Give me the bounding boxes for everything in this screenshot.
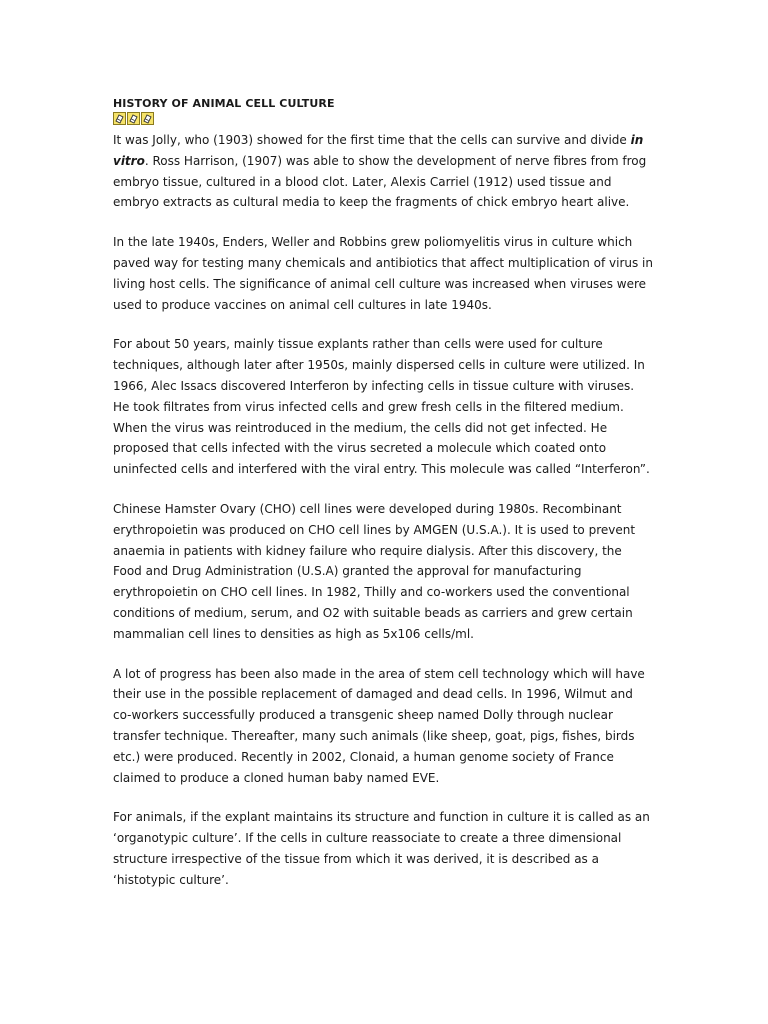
emphasis-text: in vitro bbox=[113, 133, 644, 168]
book-icon[interactable] bbox=[113, 112, 126, 125]
paragraph: Chinese Hamster Ovary (CHO) cell lines were developed during 1980s. Recombinant erythropoietin was produced on CHO cell lines by AMGEN (U.S.A.). It is used to prevent anaemia in patients with kidney failure who require dialysis. After this discovery, the Food and Drug Administration (U.S.A) granted the approval for manufacturing erythropoietin on CHO cell lines. In 1982, Thilly and co-workers used the conventional conditions of medium, serum, and O2 with suitable beads as carriers and grew certain mammalian cell lines to densities as high as 5x106 cells/ml. bbox=[113, 501, 636, 641]
paragraph bbox=[113, 130, 653, 213]
document-title: HISTORY OF ANIMAL CELL CULTURE bbox=[113, 97, 335, 110]
document-content bbox=[113, 96, 653, 891]
paragraph-text: . Ross Harrison, (1907) was able to show the development of nerve fibres from frog embryo tissue, cultured in a blood clot. Later, Alexis Carriel (1912) used tissue and embryo extracts as cultural media to keep the fragments of chick embryo heart alive. bbox=[113, 153, 647, 210]
paragraph-text: It was Jolly, who (1903) showed for the first time that the cells can survive and divide bbox=[113, 133, 631, 147]
book-icon[interactable] bbox=[127, 112, 140, 125]
icon-strip bbox=[113, 112, 653, 128]
paragraph: A lot of progress has been also made in the area of stem cell technology which will have their use in the possible replacement of damaged and dead cells. In 1996, Wilmut and co-workers successfully produced a transgenic sheep named Dolly through nuclear transfer technique. Thereafter, many such animals (like sheep, goat, pigs, fishes, birds etc.) were produced. Recently in 2002, Clonaid, a human genome society of France claimed to produce a cloned human baby named EVE. bbox=[113, 666, 645, 785]
paragraph: For animals, if the explant maintains its structure and function in culture it is called as an ‘organotypic culture’. If the cells in culture reassociate to create a three dimensional structure irrespective of the tissue from which it was derived, it is described as a ‘histotypic culture’. bbox=[113, 810, 650, 887]
paragraph: In the late 1940s, Enders, Weller and Robbins grew poliomyelitis virus in culture which paved way for testing many chemicals and antibiotics that affect multiplication of virus in living host cells. The significance of animal cell culture was increased when viruses were used to produce vaccines on animal cell cultures in late 1940s. bbox=[113, 235, 653, 312]
paragraph: For about 50 years, mainly tissue explants rather than cells were used for culture techniques, although later after 1950s, mainly dispersed cells in culture were utilized. In 1966, Alec Issacs discovered Interferon by infecting cells in tissue culture with viruses. He took filtrates from virus infected cells and grew fresh cells in the filtered medium. When the virus was reintroduced in the medium, the cells did not get infected. He proposed that cells infected with the virus secreted a molecule which coated onto uninfected cells and interfered with the viral entry. This molecule was called “Interferon”. bbox=[113, 337, 650, 477]
book-icon[interactable] bbox=[141, 112, 154, 125]
